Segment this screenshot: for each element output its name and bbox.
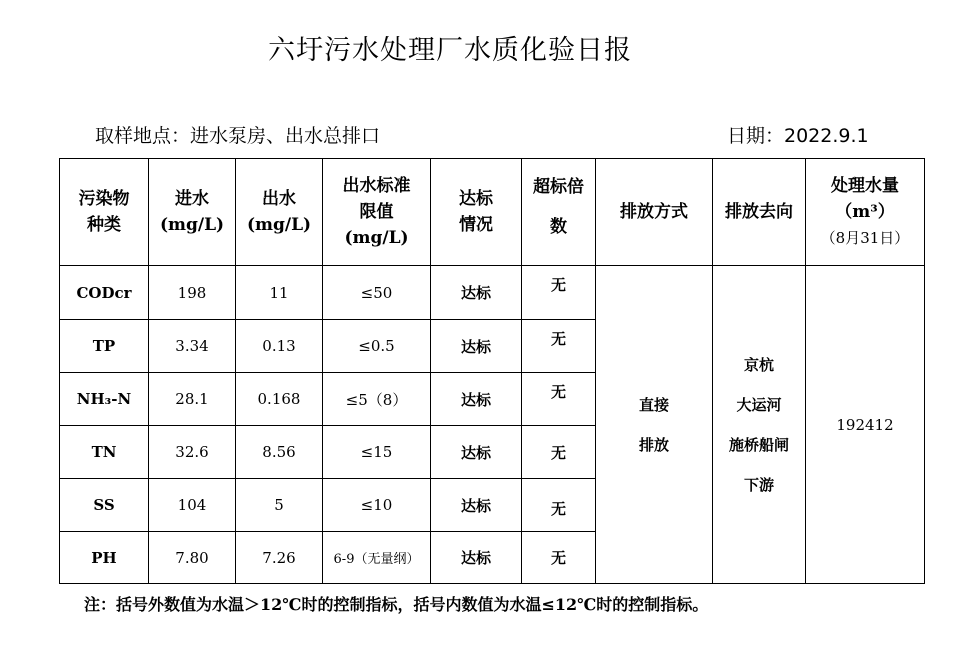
discharge-method: 直接 排放 [596,266,713,584]
limit-value: 6-9（无量纲） [323,532,431,584]
limit-value: ≤5（8） [323,373,431,426]
effluent-value: 11 [236,266,323,320]
exceed-value: 无 [522,320,596,373]
exceed-value: 无 [522,532,596,584]
header-row [60,159,925,266]
limit-value: ≤0.5 [323,320,431,373]
effluent-value: 5 [236,479,323,532]
exceed-value: 无 [522,479,596,532]
compliance-value: 达标 [431,266,522,320]
exceed-value: 无 [522,266,596,320]
influent-value: 198 [149,266,236,320]
compliance-value: 达标 [431,426,522,479]
limit-value: ≤10 [323,479,431,532]
pollutant-name: TN [60,426,149,479]
header-discharge-direction: 排放去向 [713,159,806,266]
influent-value: 7.80 [149,532,236,584]
table-row [60,266,925,320]
limit-value: ≤50 [323,266,431,320]
pollutant-name: CODcr [60,266,149,320]
header-effluent: 出水(mg/L) [236,159,323,266]
pollutant-name: SS [60,479,149,532]
influent-value: 104 [149,479,236,532]
pollutant-name: TP [60,320,149,373]
water-quality-table [59,158,925,584]
effluent-value: 0.13 [236,320,323,373]
report-title: 六圩污水处理厂水质化验日报 [268,35,632,66]
header-discharge-method: 排放方式 [596,159,713,266]
header-exceed: 超标倍数 [522,159,596,266]
influent-value: 32.6 [149,426,236,479]
header-compliance: 达标情况 [431,159,522,266]
compliance-value: 达标 [431,532,522,584]
header-pollutant: 污染物种类 [60,159,149,266]
discharge-direction: 京杭 大运河 施桥船闸 下游 [713,266,806,584]
pollutant-name: NH₃-N [60,373,149,426]
exceed-value: 无 [522,373,596,426]
header-influent: 进水(mg/L) [149,159,236,266]
influent-value: 3.34 [149,320,236,373]
header-limit: 出水标准限值(mg/L) [323,159,431,266]
header-volume: 处理水量 （m³） （8月31日） [806,159,925,266]
report-date: 日期：2022.9.1 [727,125,869,147]
sample-location: 取样地点：进水泵房、出水总排口 [95,125,381,147]
footnote: 注：括号外数值为水温＞12℃时的控制指标，括号内数值为水温≤12℃时的控制指标。 [84,595,709,614]
effluent-value: 0.168 [236,373,323,426]
exceed-value: 无 [522,426,596,479]
influent-value: 28.1 [149,373,236,426]
limit-value: ≤15 [323,426,431,479]
compliance-value: 达标 [431,479,522,532]
pollutant-name: PH [60,532,149,584]
effluent-value: 8.56 [236,426,323,479]
compliance-value: 达标 [431,320,522,373]
treated-volume: 192412 [806,266,925,584]
effluent-value: 7.26 [236,532,323,584]
compliance-value: 达标 [431,373,522,426]
